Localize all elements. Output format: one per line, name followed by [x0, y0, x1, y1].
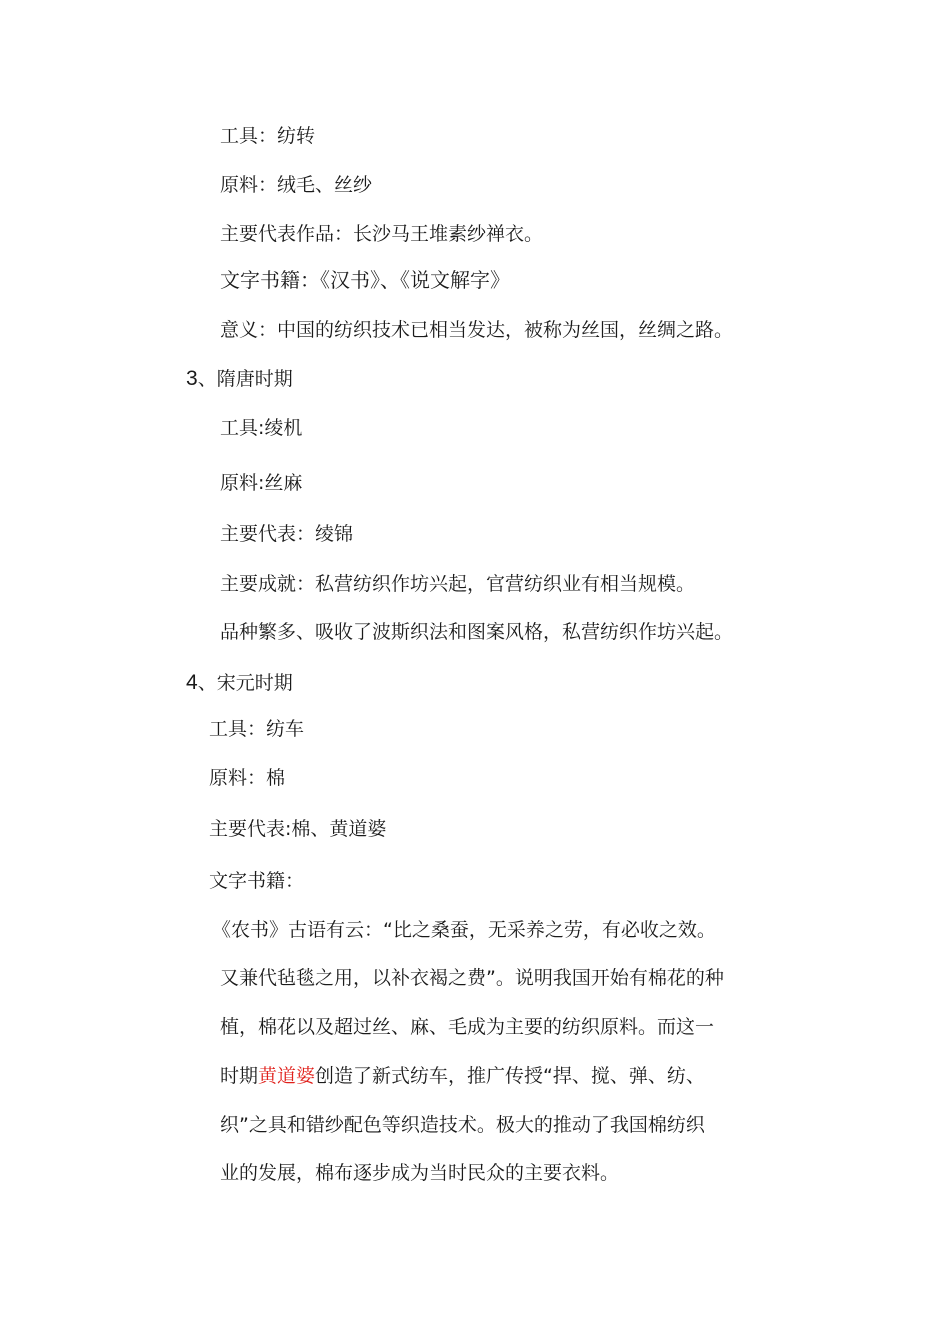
section-4-heading: [186, 671, 293, 695]
huang-daopo-highlight: 黄道婆: [258, 1065, 316, 1087]
section-3-number: 3: [186, 367, 198, 390]
tang-material-line: 原料:丝麻: [220, 472, 303, 494]
paragraph-line-6: 业的发展，棉布逐步成为当时民众的主要衣料。: [220, 1162, 620, 1184]
paragraph-line-4-pre: 时期: [220, 1065, 259, 1087]
section-3-heading: [186, 367, 293, 391]
han-meaning-line: 意义：中国的纺织技术已相当发达，被称为丝国，丝绸之路。: [220, 319, 734, 341]
han-material-line: 原料：绒毛、丝纱: [220, 174, 373, 196]
paragraph-line-2: 又兼代毡毯之用，以补衣褐之费”。说明我国开始有棉花的种: [220, 967, 724, 989]
han-tool-line: 工具：纺转: [220, 125, 316, 147]
tang-representative-line: 主要代表：绫锦: [220, 523, 354, 545]
section-4-number: 4: [186, 671, 198, 694]
paragraph-line-1: 《农书》古语有云：“比之桑蚕，无采养之劳，有必收之效。: [212, 919, 716, 941]
han-books-line: 文字书籍：《汉书》、《说文解字》: [220, 268, 510, 292]
section-4-title: 、宋元时期: [197, 672, 293, 694]
tang-achievement-line: 主要成就：私营纺织作坊兴起，官营纺织业有相当规模。: [220, 573, 696, 595]
paragraph-line-4: [220, 1064, 705, 1088]
song-books-label: 文字书籍：: [209, 870, 305, 892]
song-representative-line: 主要代表:棉、黄道婆: [209, 818, 387, 840]
han-works-line: 主要代表作品：长沙马王堆素纱禅衣。: [220, 223, 544, 245]
tang-tool-line: 工具:绫机: [220, 417, 303, 439]
tang-varieties-line: 品种繁多、吸收了波斯织法和图案风格，私营纺织作坊兴起。: [220, 621, 734, 643]
paragraph-line-4-post: 创造了新式纺车，推广传授“捍、搅、弹、纺、: [315, 1065, 705, 1087]
song-material-line: 原料：棉: [209, 767, 286, 789]
song-tool-line: 工具：纺车: [209, 718, 305, 740]
section-3-title: 、隋唐时期: [197, 368, 293, 390]
paragraph-line-5: 织”之具和错纱配色等织造技术。极大的推动了我国棉纺织: [220, 1114, 705, 1136]
paragraph-line-3: 植，棉花以及超过丝、麻、毛成为主要的纺织原料。而这一: [220, 1016, 715, 1038]
